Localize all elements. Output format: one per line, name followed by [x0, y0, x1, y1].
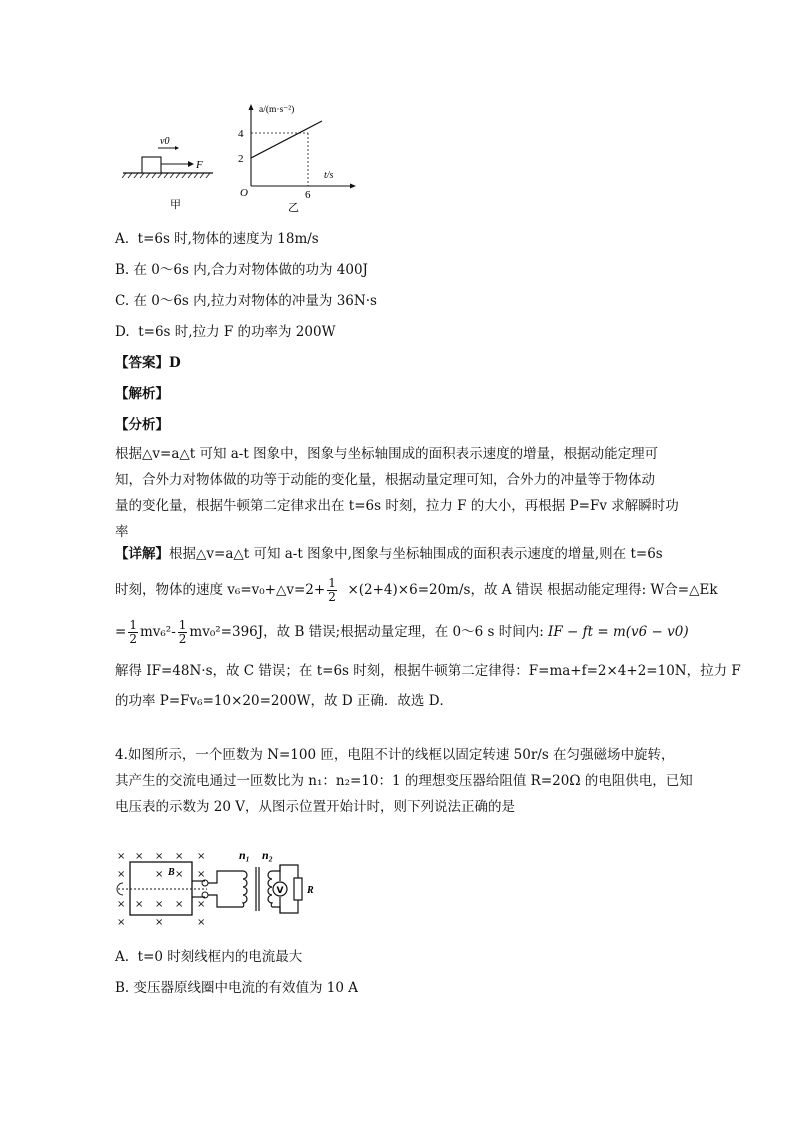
fraction-half-2: $\frac{1}{2}$ — [129, 618, 137, 646]
n1-label: n₁ — [239, 848, 250, 862]
detail-line-2: 时刻，物体的速度 v₆=v₀+△v=2+ $\frac{1}{2}$ ×(2+4)×6=20m/s，故 A 错误 根据动能定理得: W合=△Ek — [115, 576, 718, 604]
f-label: F — [196, 159, 203, 171]
svg-text:×: × — [197, 869, 206, 880]
svg-text:×: × — [175, 899, 184, 910]
option-4b: B. 变压器原线圈中电流的有效值为 10 A — [115, 980, 359, 996]
momentum-equation: IF − ft = m(v6 − v0) — [548, 624, 689, 640]
option-3a: A. t=6s 时,物体的速度为 18m/s — [115, 231, 319, 247]
svg-text:×: × — [155, 869, 164, 880]
svg-text:×: × — [197, 917, 206, 928]
svg-text:×: × — [155, 851, 164, 862]
x-tick-6: 6 — [305, 189, 311, 201]
svg-text:×: × — [117, 917, 126, 928]
option-3c: C. 在 0～6s 内,拉力对物体的冲量为 36N·s — [115, 293, 377, 309]
svg-text:×: × — [135, 899, 144, 910]
option-3d: D. t=6s 时,拉力 F 的功率为 200W — [115, 324, 336, 340]
svg-text:×: × — [155, 899, 164, 910]
y-tick-4: 4 — [238, 128, 244, 140]
jia-caption: 甲 — [170, 198, 181, 211]
svg-text:×: × — [155, 917, 164, 928]
option-4a: A. t=0 时刻线框内的电流最大 — [115, 949, 303, 965]
block — [142, 157, 161, 173]
svg-text:×: × — [135, 851, 144, 862]
y-tick-2: 2 — [238, 153, 244, 165]
figure-yi-graph — [238, 104, 356, 214]
x-axis-label: t/s — [324, 170, 334, 181]
svg-text:×: × — [117, 851, 126, 862]
a-t-line — [251, 121, 322, 158]
detail-line-4: 解得 IF=48N·s，故 C 错误；在 t=6s 时刻，根据牛顿第二定律得：F=ma+f=2×4+2=10N，拉力 F — [115, 663, 741, 679]
option-3b: B. 在 0～6s 内,合力对物体做的功为 400J — [115, 262, 368, 278]
fraction-half: $\frac{1}{2}$ — [328, 576, 336, 604]
figure-block-and-graph — [118, 100, 358, 218]
n2-label: n₂ — [262, 848, 273, 862]
detail-line-3: = $\frac{1}{2}$ mv₆²- $\frac{1}{2}$ mv₀²=396J，故 B 错误;根据动量定理，在 0～6 s 时间内: IF − ft = m(v6 − v0) — [115, 618, 689, 646]
figure-jia — [122, 136, 213, 211]
svg-text:×: × — [117, 869, 126, 880]
figure-coil-transformer — [115, 845, 330, 930]
detail-line-5: 的功率 P=Fv₆=10×20=200W，故 D 正确．故选 D． — [115, 693, 454, 709]
svg-text:×: × — [117, 899, 126, 910]
v0-label: v0 — [160, 136, 170, 147]
r-label: R — [307, 885, 314, 896]
svg-text:×: × — [175, 869, 184, 880]
b-label: B — [168, 867, 175, 878]
y-axis-label: a/(m·s⁻²) — [259, 105, 295, 115]
analysis-paragraph: 根据△v=a△t 可知 a-t 图象中，图象与坐标轴围成的面积表示速度的增量，根据动能定理可 知，合外力对物体做的功等于动能的变化量，根据动量定理可知，合外力的冲量等于物体动 量的变化量，根据牛顿第二定律求出在 t=6s 时刻，拉力 F 的大小，再根据 P=Fv 求解瞬时功 率 — [115, 446, 679, 540]
fenxi-label: 【分析】 — [115, 417, 169, 433]
svg-text:×: × — [197, 899, 206, 910]
jiexi-label: 【解析】 — [115, 386, 169, 402]
origin-label: O — [240, 187, 248, 199]
resistor — [294, 878, 302, 900]
question-4-text: 4.如图所示，一个匝数为 N=100 匝，电阻不计的线框以固定转速 50r/s 在匀强磁场中旋转， 其产生的交流电通过一匝数比为 n₁：n₂=10：1 的理想变压器给阻值 R=20Ω 的电阻供电，已知 电压表的示数为 20 V，从图示位置开始计时，则下列说法正确的是 — [115, 747, 693, 815]
svg-text:×: × — [175, 851, 184, 862]
answer-label: 【答案】D — [115, 355, 181, 371]
voltmeter-label: V — [276, 886, 284, 896]
svg-text:×: × — [197, 851, 206, 862]
yi-caption: 乙 — [288, 201, 299, 214]
detail-line-1: 【详解】根据△v=a△t 可知 a-t 图象中,图象与坐标轴围成的面积表示速度的增量,则在 t=6s — [115, 546, 663, 562]
fraction-half-3: $\frac{1}{2}$ — [178, 618, 187, 646]
